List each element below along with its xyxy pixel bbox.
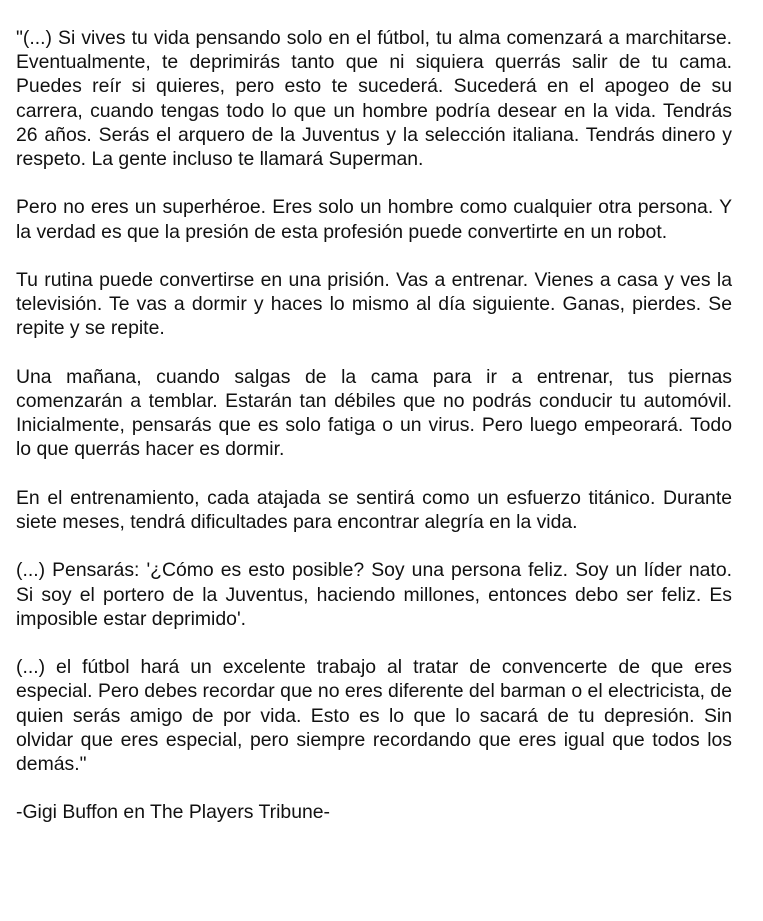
quote-document: [16, 26, 732, 825]
paragraph-3: Tu rutina puede convertirse en una prisión. Vas a entrenar. Vienes a casa y ves la televisión. Te vas a dormir y haces lo mismo al día siguiente. Ganas, pierdes. Se repite y se repite.: [16, 269, 732, 340]
paragraph-4: Una mañana, cuando salgas de la cama para ir a entrenar, tus piernas comenzarán a temblar. Estarán tan débiles que no podrás conducir tu automóvil. Inicialmente, pensarás que es solo fatiga o un virus. Pero luego empeorará. Todo lo que querrás hacer es dormir.: [16, 365, 732, 461]
attribution: -Gigi Buffon en The Players Tribune-: [16, 801, 331, 824]
paragraph-6: (...) Pensarás: '¿Cómo es esto posible? Soy una persona feliz. Soy un líder nato. Si soy el portero de la Juventus, haciendo millones, entonces debo ser feliz. Es imposible estar deprimido'.: [16, 559, 732, 630]
paragraph-5: En el entrenamiento, cada atajada se sentirá como un esfuerzo titánico. Durante siete meses, tendrá dificultades para encontrar alegría en la vida.: [16, 486, 732, 533]
paragraph-2: Pero no eres un superhéroe. Eres solo un hombre como cualquier otra persona. Y la verdad es que la presión de esta profesión puede convertirte en un robot.: [16, 196, 732, 243]
paragraph-7: (...) el fútbol hará un excelente trabajo al tratar de convencerte de que eres especial. Pero debes recordar que no eres diferente del barman o el electricista, de quien serás amigo de por vida. Esto es lo que lo sacará de tu depresión. Sin olvidar que eres especial, pero siempre recordando que eres igual que todos los demás.": [16, 656, 732, 775]
paragraph-1: "(...) Si vives tu vida pensando solo en el fútbol, tu alma comenzará a marchitarse. Eventualmente, te deprimirás tanto que ni siquiera querrás salir de tu cama. Puedes reír si quieres, pero esto te sucederá. Sucederá en el apogeo de su carrera, cuando tengas todo lo que un hombre podría desear en la vida. Tendrás 26 años. Serás el arquero de la Juventus y la selección italiana. Tendrás dinero y respeto. La gente incluso te llamará Superman.: [16, 27, 732, 171]
